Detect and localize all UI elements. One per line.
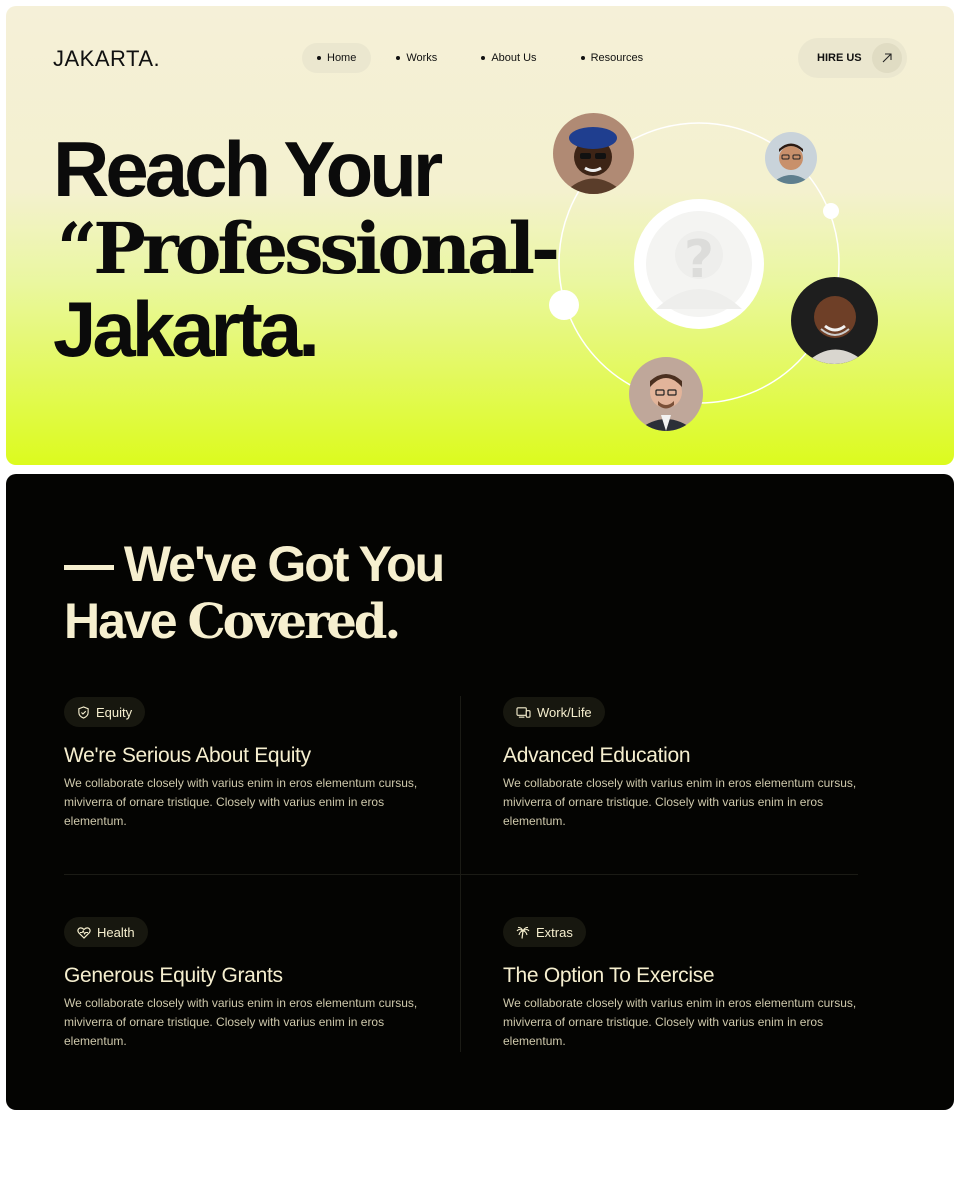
heart-pulse-icon xyxy=(77,926,91,939)
nav-item-works[interactable] xyxy=(381,43,452,73)
section-title-line2-serif: Covered. xyxy=(187,594,399,650)
tag-label: Equity xyxy=(96,704,133,720)
nav-item-label: About Us xyxy=(491,52,537,64)
hire-us-button[interactable] xyxy=(798,38,907,78)
hire-us-label: HIRE US xyxy=(817,52,862,64)
avatar-person-bald-smiling[interactable] xyxy=(791,277,878,364)
feature-description: We collaborate closely with varius enim in eros elementum cursus, miviverra of ornare tristique. Closely with varius enim in eros elementum. xyxy=(503,776,857,828)
feature-card-extras xyxy=(503,917,883,1051)
hero-section xyxy=(6,6,954,465)
feature-description: We collaborate closely with varius enim in eros elementum cursus, miviverra of ornare tristique. Closely with varius enim in eros elementum. xyxy=(64,996,418,1048)
bullet-icon xyxy=(581,56,585,60)
nav-item-about-us[interactable] xyxy=(466,43,551,73)
bullet-icon xyxy=(396,56,400,60)
tag-extras[interactable] xyxy=(503,917,586,947)
feature-card-health xyxy=(64,917,444,1051)
tag-work-life[interactable] xyxy=(503,697,605,727)
feature-title: The Option To Exercise xyxy=(503,964,715,987)
shield-check-icon xyxy=(77,706,90,719)
avatar-placeholder xyxy=(634,199,764,329)
brand-logo[interactable]: JAKARTA. xyxy=(53,46,161,71)
nav-item-label: Resources xyxy=(590,52,644,64)
question-person-icon xyxy=(634,199,764,329)
nav-item-resources[interactable] xyxy=(566,43,659,73)
feature-title: We're Serious About Equity xyxy=(64,744,311,767)
nav-item-label: Works xyxy=(406,52,438,64)
section-title xyxy=(64,536,443,651)
arrow-up-right-icon xyxy=(872,43,902,73)
feature-card-work-life xyxy=(503,697,883,831)
hero-headline-line3: Jakarta. xyxy=(53,285,316,373)
svg-text:?: ? xyxy=(683,230,715,290)
feature-title: Advanced Education xyxy=(503,744,691,767)
main-nav xyxy=(302,43,658,73)
feature-card-equity xyxy=(64,697,444,831)
nav-item-home[interactable] xyxy=(302,43,371,73)
horizontal-divider xyxy=(64,874,858,875)
feature-description: We collaborate closely with varius enim in eros elementum cursus, miviverra of ornare tristique. Closely with varius enim in eros elementum. xyxy=(64,776,418,828)
tag-label: Health xyxy=(97,924,135,940)
tag-label: Work/Life xyxy=(537,704,592,720)
bullet-icon xyxy=(481,56,485,60)
section-title-line2 xyxy=(64,592,443,651)
feature-description: We collaborate closely with varius enim in eros elementum cursus, miviverra of ornare tristique. Closely with varius enim in eros elementum. xyxy=(503,996,857,1048)
tag-health[interactable] xyxy=(64,917,148,947)
nav-item-label: Home xyxy=(327,52,357,64)
feature-title: Generous Equity Grants xyxy=(64,964,283,987)
bullet-icon xyxy=(317,56,321,60)
hero-headline-line2: “Professional- xyxy=(57,207,557,290)
features-section xyxy=(6,474,954,1110)
section-title-line1: — We've Got You xyxy=(64,536,444,592)
avatar-person-suit[interactable] xyxy=(629,357,703,431)
hero-headline-line1: Reach Your xyxy=(53,125,440,213)
section-title-line2-start: Have xyxy=(64,593,188,649)
tag-label: Extras xyxy=(536,924,573,940)
hero-headline xyxy=(53,125,557,373)
tag-equity[interactable] xyxy=(64,697,145,727)
palm-tree-icon xyxy=(516,926,530,939)
devices-icon xyxy=(516,706,531,719)
orbit-dot xyxy=(823,203,839,219)
avatar-person-blue-beret[interactable] xyxy=(553,113,634,194)
avatar-person-glasses[interactable] xyxy=(765,132,817,184)
